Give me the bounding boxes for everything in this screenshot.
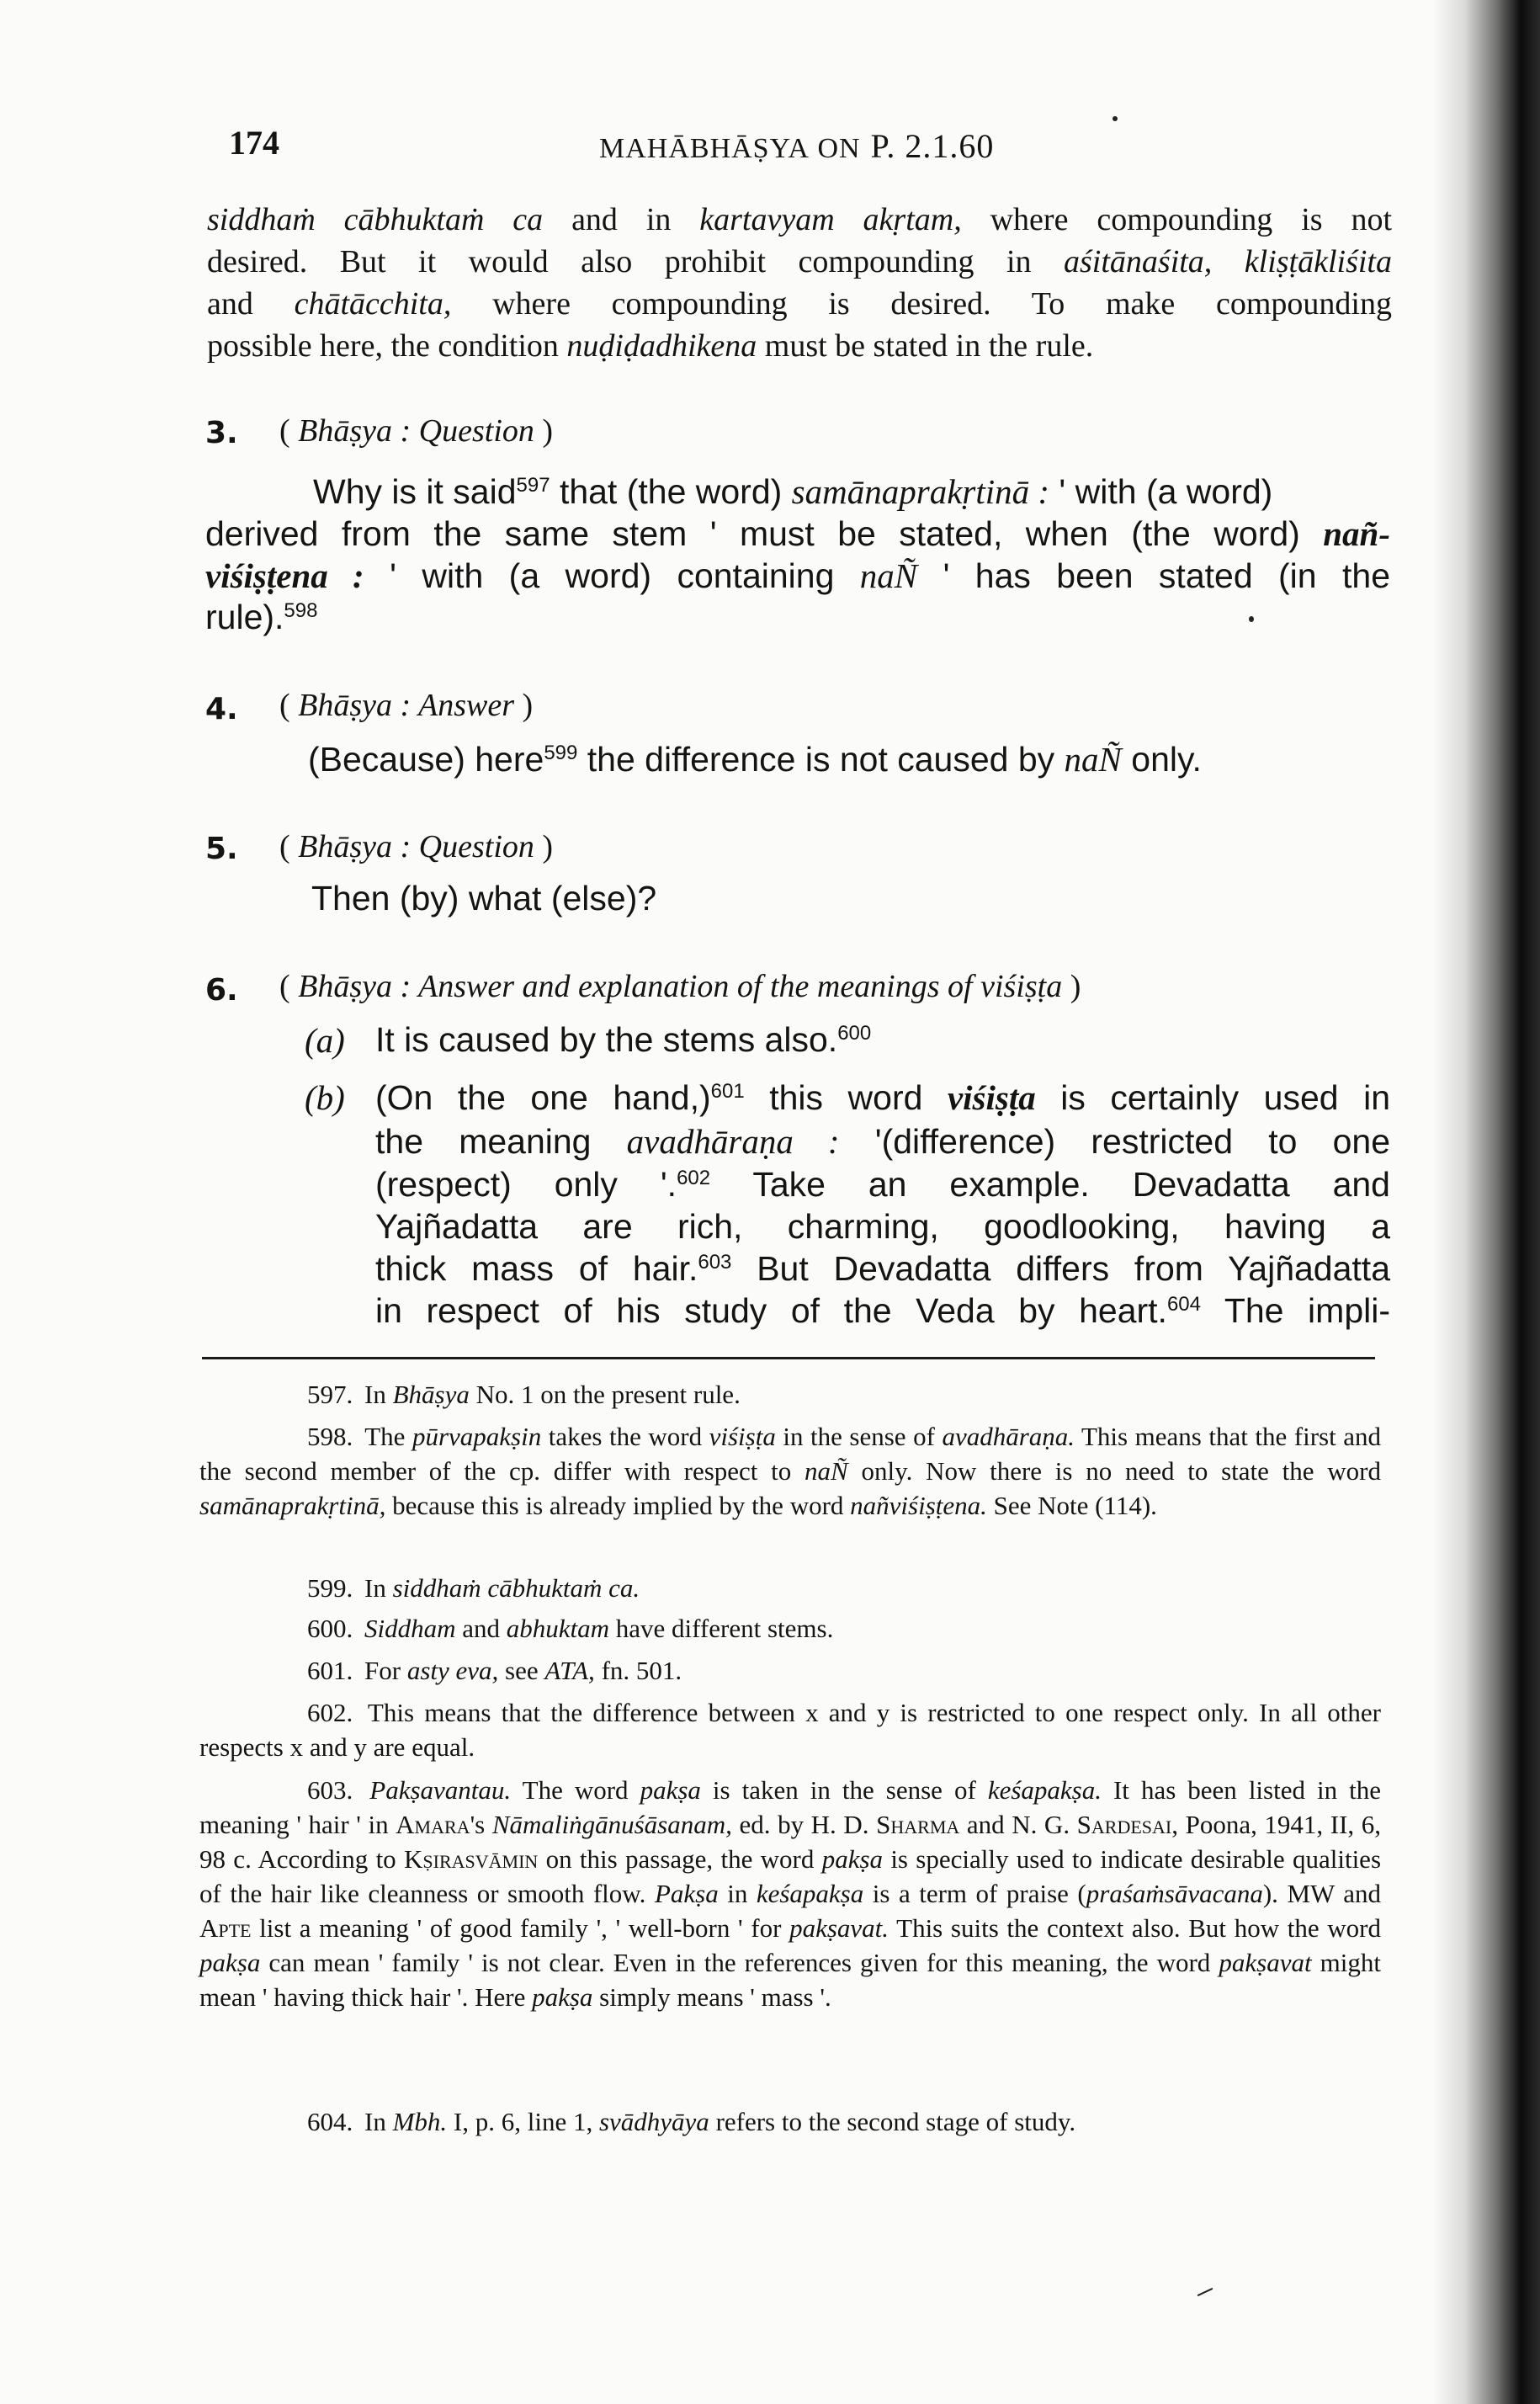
s3-line-1: Why is it said$^{597}$ that (the word) samānaprakṛtinā : ' with (a word): [313, 472, 1273, 511]
footnote-604: 604. In Mbh. I, p. 6, line 1, svādhyāya refers to the second stage of study.: [307, 2107, 1076, 2136]
footnote-598: 598. The pūrvapakṣin takes the word viśiṣṭa in the sense of avadhāraṇa. This means that the first and the second member of the cp. differ with respect to naÑ only. Now there is no need to state the word samānaprakṛtinā, because this is already implied by the word nañviśiṣṭena. See Note (114).: [199, 1422, 1382, 1520]
s6b-line-6: in respect of his study of the Veda by heart.$^{604}$ The impli-: [375, 1291, 1390, 1330]
running-title: [599, 126, 994, 166]
section-5-number: 5.: [205, 832, 238, 866]
section-3-heading: ( Bhāṣya : Question ): [279, 413, 554, 449]
footnote-602: 602. This means that the difference between x and y is restricted to one respect only. In all other respects x and y are equal.: [199, 1698, 1381, 1762]
s6b-line-4: Yajñadatta are rich, charming, goodlooking, having a: [375, 1207, 1390, 1246]
section-6-number: 6.: [205, 973, 238, 1008]
s3-line-2: derived from the same stem ' must be stated, when (the word) nañ-: [205, 514, 1390, 553]
page-header: [229, 123, 1390, 165]
footnote-600: 600. Siddham and abhuktam have different stems.: [307, 1614, 834, 1643]
s6a-text: It is caused by the stems also.$^{600}$: [375, 1020, 872, 1059]
footnote-603: 603. Pakṣavantau. The word pakṣa is taken in the sense of keśapakṣa. It has been listed in the meaning ' hair ' in Amara's Nāmaliṅgānuśāsanam, ed. by H. D. Sharma and N. G. Sardesai, Poona, 1941, II, 6, 98 c. According to Kṣirasvāmin on this passage, the word pakṣa is specially used to indicate desirable qualities of the hair like cleanness or smooth flow. Pakṣa in keśapakṣa is a term of praise (praśaṁsāvacana). MW and Apte list a meaning ' of good family ', ' well-born ' for pakṣavat. This suits the context also. But how the word pakṣa can mean ' family ' is not clear. Even in the references given for this meaning, the word pakṣavat might mean ' having thick hair '. Here pakṣa simply means ' mass '.: [199, 1775, 1382, 2012]
section-4-heading: ( Bhāṣya : Answer ): [279, 688, 534, 723]
s6a-label: (a): [305, 1021, 345, 1060]
scan-speck: [1113, 116, 1118, 121]
book-spine-shadow: [1432, 0, 1540, 2404]
scan-speck: [1197, 2288, 1213, 2296]
footnote-601: 601. For asty eva, see ATA, fn. 501.: [307, 1656, 682, 1685]
footnote-597: 597. In Bhāṣya No. 1 on the present rule.: [307, 1380, 741, 1409]
s6b-line-3: (respect) only '.$^{602}$ Take an example. Devadatta and: [375, 1165, 1390, 1204]
running-title-rule: P. 2.1.60: [870, 127, 995, 165]
section-3-number: 3.: [205, 416, 238, 450]
section-5-heading: ( Bhāṣya : Question ): [279, 829, 554, 864]
scan-speck: [1249, 616, 1254, 622]
s5-line-1: Then (by) what (else)?: [311, 879, 657, 917]
section-4-number: 4.: [205, 692, 238, 726]
s3-line-3: viśiṣṭena : ' with (a word) containing naÑ ' has been stated (in the: [205, 556, 1390, 595]
intro-line-2: desired. But it would also prohibit compounding in aśitānaśita, kliṣṭākliśita: [207, 244, 1392, 279]
running-title-on: ON: [817, 133, 861, 164]
footnote-599: 599. In siddhaṁ cābhuktaṁ ca.: [307, 1573, 640, 1603]
s6b-line-2: the meaning avadhāraṇa : '(difference) restricted to one: [375, 1122, 1390, 1161]
s6b-line-1: (On the one hand,)$^{601}$ this word viśiṣṭa is certainly used in: [375, 1078, 1390, 1117]
intro-line-3: and chātācchita, where compounding is desired. To make compounding: [207, 286, 1392, 322]
s6b-line-5: thick mass of hair.$^{603}$ But Devadatta differs from Yajñadatta: [375, 1249, 1390, 1288]
s3-line-4: rule).$^{598}$: [205, 598, 318, 636]
intro-line-1: siddhaṁ cābhuktaṁ ca and in kartavyam akṛtam, where compounding is not: [207, 202, 1392, 237]
section-6-heading: ( Bhāṣya : Answer and explanation of the meanings of viśiṣṭa ): [279, 969, 1081, 1004]
running-title-work: MAHĀBHĀṢYA: [599, 133, 810, 164]
s4-line-1: (Because) here$^{599}$ the difference is not caused by naÑ only.: [308, 740, 1202, 779]
page-number: 174: [229, 124, 279, 162]
intro-line-4: possible here, the condition nuḍiḍadhikena must be stated in the rule.: [207, 328, 1094, 364]
s6b-label: (b): [305, 1078, 345, 1117]
footnote-rule: [202, 1357, 1375, 1359]
